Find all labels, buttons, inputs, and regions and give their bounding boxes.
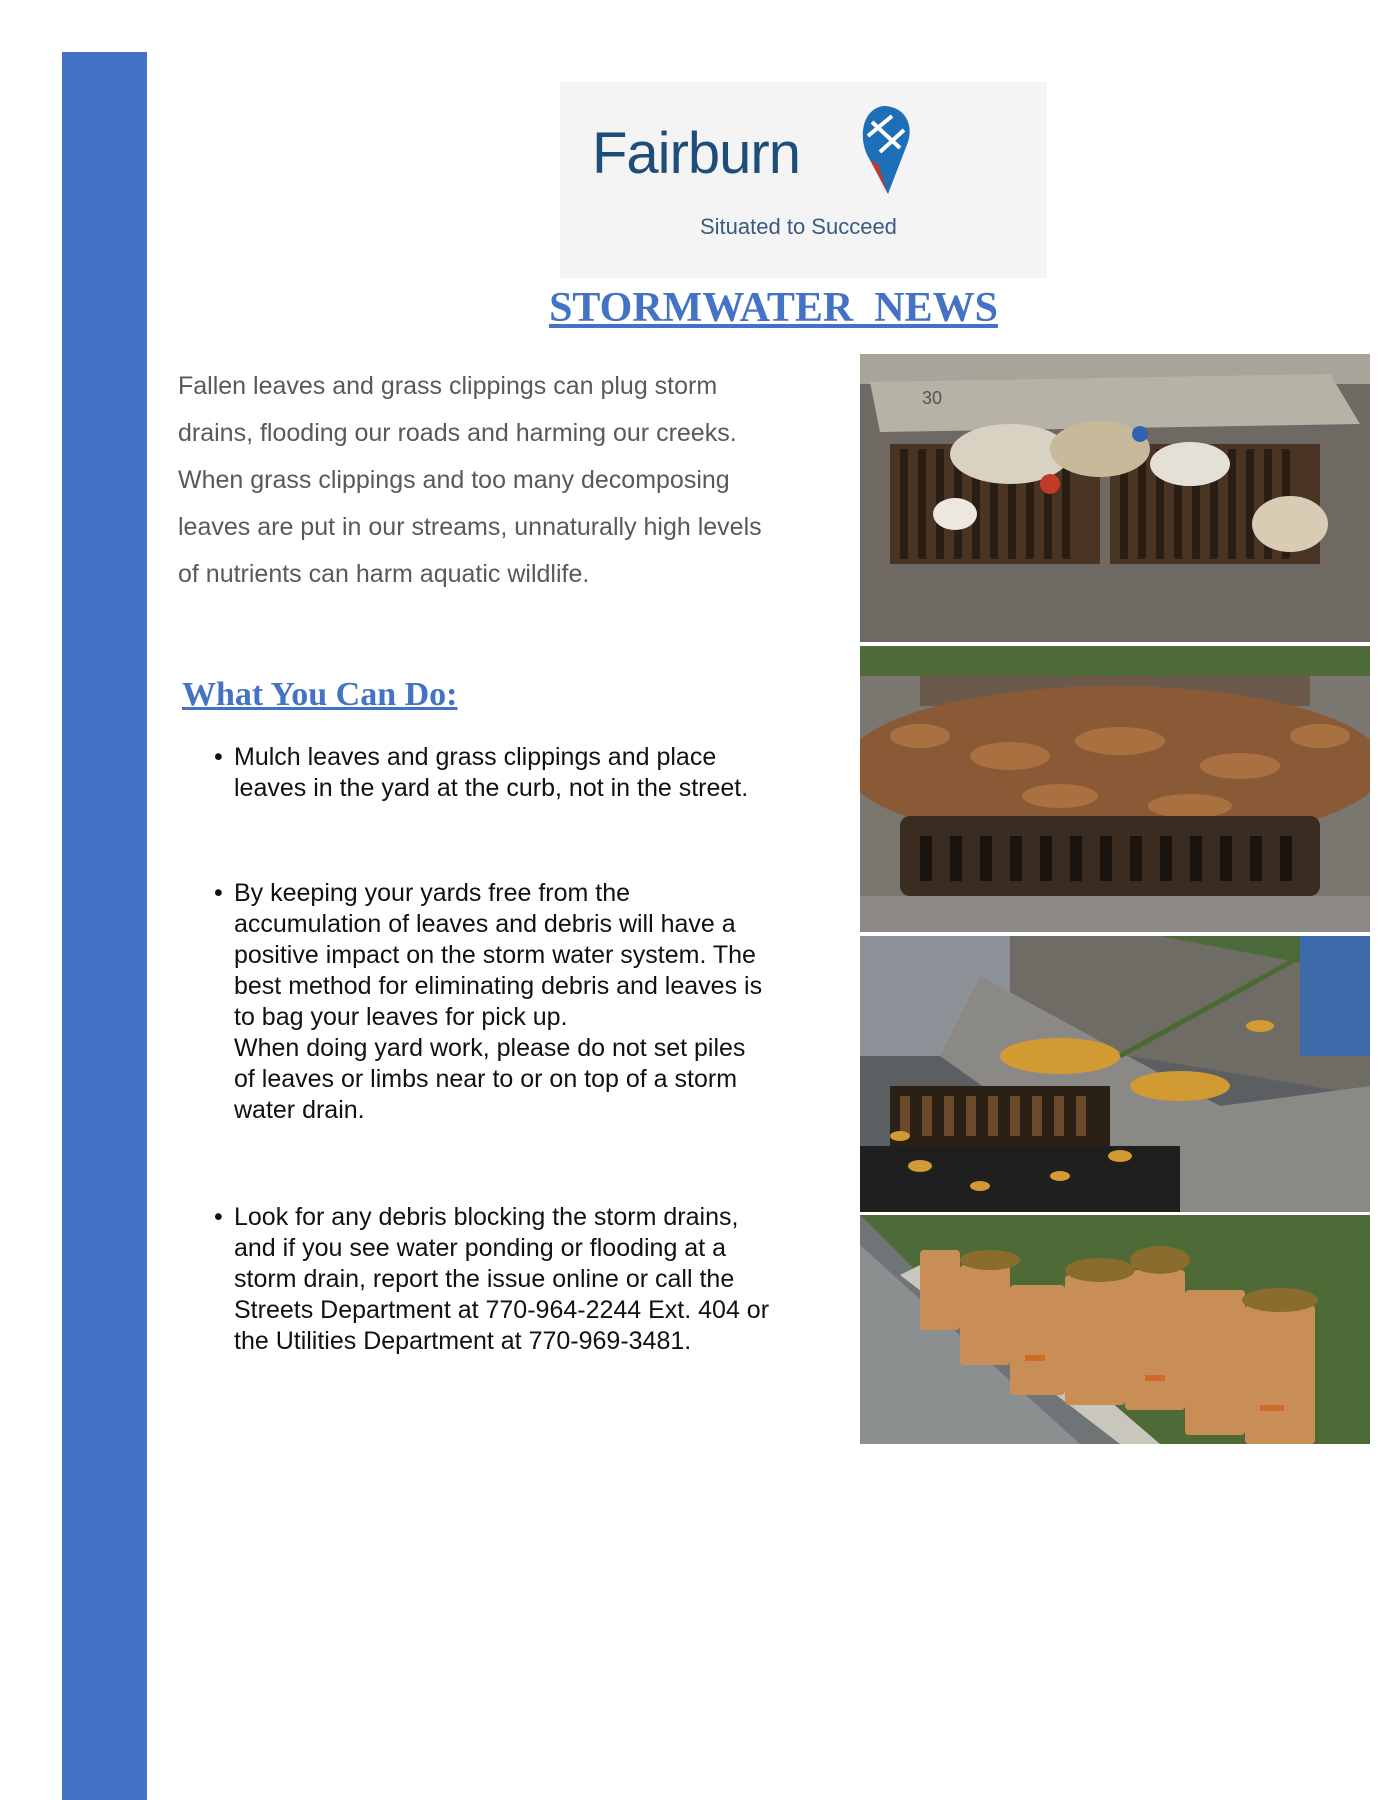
list-item-line: By keeping your yards free from the [234,879,631,907]
photo-drain-with-trash [860,354,1370,642]
list-item-line: best method for eliminating debris and leaves is [234,972,763,1000]
bullet-dot-icon: • [214,743,223,771]
section-heading: What You Can Do: [182,676,458,713]
list-item-line: positive impact on the storm water system. The [234,941,756,969]
side-band [62,52,147,1800]
intro-line: drains, flooding our roads and harming our creeks. [178,419,737,447]
page-title: STORMWATER NEWS [549,285,998,331]
intro-line: of nutrients can harm aquatic wildlife. [178,560,590,588]
list-item [210,1202,830,1357]
list-item-line: and if you see water ponding or flooding at a [234,1234,727,1262]
map-pin-logo-icon [848,102,918,202]
list-item-line: the Utilities Department at 770-969-3481. [234,1327,692,1355]
logo-wordmark: Fairburn [592,121,800,186]
intro-paragraph [178,363,828,598]
list-item [210,878,830,1126]
list-item-line: Look for any debris blocking the storm drains, [234,1203,739,1231]
photo-leaf-bags-at-curb [860,1215,1370,1444]
list-item-line: Mulch leaves and grass clippings and place [234,743,717,771]
list-item-line: to bag your leaves for pick up. [234,1003,568,1031]
list-item-line: storm drain, report the issue online or call the [234,1265,735,1293]
logo-tagline: Situated to Succeed [700,214,897,239]
photo-leaves-clogging-drain [860,646,1370,932]
list-item-line: Streets Department at 770-964-2244 Ext. 404 or [234,1296,770,1324]
bullet-dot-icon: • [214,1203,223,1231]
list-item-line: water drain. [234,1096,365,1124]
fairburn-logo [560,82,1047,278]
intro-line: Fallen leaves and grass clippings can plug storm [178,372,718,400]
list-item-line: When doing yard work, please do not set piles [234,1034,746,1062]
list-item-line: of leaves or limbs near to or on top of a storm [234,1065,738,1093]
photo-raking-leaves [860,936,1370,1212]
list-item [210,742,830,804]
intro-line: When grass clippings and too many decomposing [178,466,730,494]
list-item-line: leaves in the yard at the curb, not in the street. [234,774,749,802]
curb-number-label: 30 [922,388,943,408]
page-title-wrap [530,284,1017,332]
list-item-line: accumulation of leaves and debris will have a [234,910,736,938]
bullet-dot-icon: • [214,879,223,907]
intro-line: leaves are put in our streams, unnaturally high levels [178,513,762,541]
